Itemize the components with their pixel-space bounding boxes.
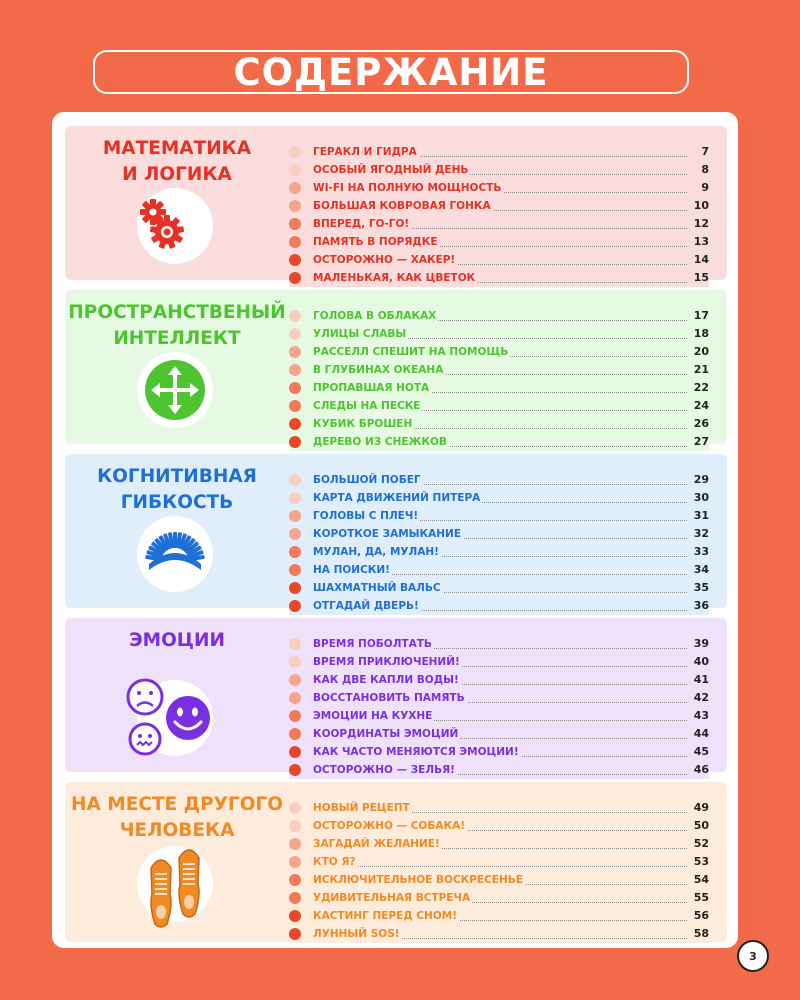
entry-title: КУБИК БРОШЕН [313,418,413,430]
bullet-dot-icon [289,802,301,814]
section-header [65,290,289,444]
toc-entry[interactable] [289,835,709,853]
entry-page-number: 45 [689,744,709,760]
bullet-dot-icon [289,910,301,922]
entry-page-number: 43 [689,708,709,724]
section-title [65,628,289,654]
entry-title: ГЕРАКЛ И ГИДРА [313,146,417,158]
section-title-line: ЭМОЦИИ [129,630,225,651]
toc-section [65,126,727,284]
section-title [65,792,289,844]
page-number: 3 [737,940,769,972]
bullet-dot-icon [289,546,301,558]
section-items [289,471,709,615]
section-title-line: МАТЕМАТИКА [102,138,252,159]
entry-title: ЛУННЫЙ SOS! [313,928,400,940]
entry-page-number: 15 [689,270,709,286]
entry-page-number: 24 [689,398,709,414]
entry-title: КООРДИНАТЫ ЭМОЦИЙ [313,728,459,740]
section-title-line: ПРОСТРАНСТВЕНЫЙ [68,302,286,323]
toc-entry[interactable] [289,743,709,761]
bullet-dot-icon [289,254,301,266]
entry-title: ВОССТАНОВИТЬ ПАМЯТЬ [313,692,465,704]
bullet-dot-icon [289,236,301,248]
entry-page-number: 29 [689,472,709,488]
toc-entry[interactable] [289,543,709,561]
section-title-line: ИНТЕЛЛЕКТ [113,328,241,349]
toc-entry[interactable] [289,925,709,943]
toc-entry[interactable] [289,433,709,451]
bullet-dot-icon [289,436,301,448]
toc-entry[interactable] [289,415,709,433]
bullet-dot-icon [289,710,301,722]
bullet-dot-icon [289,928,301,940]
entry-title: КАРТА ДВИЖЕНИЙ ПИТЕРА [313,492,481,504]
section-title-line: КОГНИТИВНАЯ [97,466,257,487]
toc-entry[interactable] [289,689,709,707]
toc-section [65,618,727,776]
toc-entry[interactable] [289,725,709,743]
toc-entry[interactable] [289,889,709,907]
entry-title: ОСОБЫЙ ЯГОДНЫЙ ДЕНЬ [313,164,469,176]
bullet-dot-icon [289,528,301,540]
entry-page-number: 18 [689,326,709,342]
entry-title: ГОЛОВА В ОБЛАКАХ [313,310,437,322]
entry-page-number: 50 [689,818,709,834]
entry-title: КАСТИНГ ПЕРЕД СНОМ! [313,910,457,922]
toc-entry[interactable] [289,343,709,361]
bullet-dot-icon [289,182,301,194]
entry-page-number: 31 [689,508,709,524]
bullet-dot-icon [289,346,301,358]
toc-entry[interactable] [289,761,709,779]
toc-entry[interactable] [289,671,709,689]
entry-title: НА ПОИСКИ! [313,564,390,576]
spring-icon [137,516,213,592]
toc-entry[interactable] [289,489,709,507]
entry-page-number: 41 [689,672,709,688]
entry-title: КАК ЧАСТО МЕНЯЮТСЯ ЭМОЦИИ! [313,746,519,758]
entry-page-number: 39 [689,636,709,652]
entry-title: ЭМОЦИИ НА КУХНЕ [313,710,433,722]
bullet-dot-icon [289,418,301,430]
toc-entry[interactable] [289,653,709,671]
section-title-line: НА МЕСТЕ ДРУГОГО [71,794,283,815]
toc-entry[interactable] [289,525,709,543]
bullet-dot-icon [289,310,301,322]
bullet-dot-icon [289,382,301,394]
section-header [65,126,289,280]
entry-title: РАССЕЛЛ СПЕШИТ НА ПОМОЩЬ [313,346,509,358]
entry-page-number: 7 [689,144,709,160]
bullet-dot-icon [289,892,301,904]
section-title [65,136,289,188]
entry-page-number: 14 [689,252,709,268]
toc-entry[interactable] [289,871,709,889]
entry-title: ВРЕМЯ ПРИКЛЮЧЕНИЙ! [313,656,460,668]
toc-entry[interactable] [289,269,709,287]
toc-entry[interactable] [289,233,709,251]
entry-title: ПАМЯТЬ В ПОРЯДКЕ [313,236,438,248]
bullet-dot-icon [289,364,301,376]
bullet-dot-icon [289,474,301,486]
section-title-line: И ЛОГИКА [122,164,232,185]
bullet-dot-icon [289,874,301,886]
entry-title: ВПЕРЕД, ГО-ГО! [313,218,410,230]
bullet-dot-icon [289,146,301,158]
entry-title: ВРЕМЯ ПОБОЛТАТЬ [313,638,432,650]
bullet-dot-icon [289,328,301,340]
entry-page-number: 42 [689,690,709,706]
toc-entry[interactable] [289,707,709,725]
entry-page-number: 17 [689,308,709,324]
move-arrows-icon [137,352,213,428]
entry-page-number: 12 [689,216,709,232]
toc-entry[interactable] [289,143,709,161]
bullet-dot-icon [289,692,301,704]
entry-page-number: 32 [689,526,709,542]
entry-title: УДИВИТЕЛЬНАЯ ВСТРЕЧА [313,892,471,904]
entry-page-number: 20 [689,344,709,360]
dot-leader [313,866,687,867]
entry-title: КАК ДВЕ КАПЛИ ВОДЫ! [313,674,459,686]
bullet-dot-icon [289,492,301,504]
entry-title: ОСТОРОЖНО — СОБАКА! [313,820,465,832]
entry-page-number: 52 [689,836,709,852]
section-header [65,618,289,772]
toc-entry[interactable] [289,907,709,925]
toc-entry[interactable] [289,215,709,233]
toc-entry[interactable] [289,379,709,397]
entry-page-number: 55 [689,890,709,906]
entry-title: УЛИЦЫ СЛАВЫ [313,328,407,340]
toc-entry[interactable] [289,635,709,653]
entry-page-number: 49 [689,800,709,816]
bullet-dot-icon [289,600,301,612]
section-title-line: ЧЕЛОВЕКА [119,820,235,841]
footprints-icon [137,846,213,922]
entry-page-number: 58 [689,926,709,942]
gears-icon [137,188,213,264]
entry-page-number: 27 [689,434,709,450]
page-title: СОДЕРЖАНИЕ [233,50,549,94]
bullet-dot-icon [289,218,301,230]
toc-entry[interactable] [289,799,709,817]
toc-entry[interactable] [289,361,709,379]
section-title [65,300,289,352]
entry-title: ЗАГАДАЙ ЖЕЛАНИЕ! [313,838,440,850]
entry-page-number: 36 [689,598,709,614]
section-items [289,799,709,943]
entry-title: КТО Я? [313,856,356,868]
bullet-dot-icon [289,638,301,650]
entry-page-number: 34 [689,562,709,578]
bullet-dot-icon [289,728,301,740]
entry-title: НОВЫЙ РЕЦЕПТ [313,802,410,814]
entry-page-number: 30 [689,490,709,506]
entry-title: БОЛЬШАЯ КОВРОВАЯ ГОНКА [313,200,491,212]
entry-title: В ГЛУБИНАХ ОКЕАНА [313,364,444,376]
section-items [289,307,709,451]
toc-entry[interactable] [289,597,709,615]
entry-page-number: 13 [689,234,709,250]
entry-page-number: 22 [689,380,709,396]
bullet-dot-icon [289,164,301,176]
entry-title: ОСТОРОЖНО — ЗЕЛЬЯ! [313,764,455,776]
entry-page-number: 26 [689,416,709,432]
bullet-dot-icon [289,272,301,284]
entry-page-number: 35 [689,580,709,596]
section-title-line: ГИБКОСТЬ [120,492,234,513]
toc-entry[interactable] [289,397,709,415]
entry-title: ОТГАДАЙ ДВЕРЬ! [313,600,419,612]
toc-entry[interactable] [289,197,709,215]
entry-title: WI-FI НА ПОЛНУЮ МОЩНОСТЬ [313,182,502,194]
bullet-dot-icon [289,764,301,776]
entry-page-number: 53 [689,854,709,870]
toc-entry[interactable] [289,817,709,835]
bullet-dot-icon [289,200,301,212]
entry-page-number: 56 [689,908,709,924]
entry-title: КОРОТКОЕ ЗАМЫКАНИЕ [313,528,461,540]
title-frame [93,50,689,94]
toc-entry[interactable] [289,561,709,579]
entry-title: СЛЕДЫ НА ПЕСКЕ [313,400,421,412]
entry-title: МУЛАН, ДА, МУЛАН! [313,546,439,558]
toc-entry[interactable] [289,471,709,489]
entry-page-number: 40 [689,654,709,670]
section-header [65,454,289,608]
entry-title: ГОЛОВЫ С ПЛЕЧ! [313,510,419,522]
bullet-dot-icon [289,856,301,868]
toc-section [65,782,727,942]
toc-entry[interactable] [289,179,709,197]
section-items [289,635,709,779]
bullet-dot-icon [289,746,301,758]
toc-section [65,454,727,612]
section-items [289,143,709,287]
entry-page-number: 10 [689,198,709,214]
toc-entry[interactable] [289,325,709,343]
toc-entry[interactable] [289,853,709,871]
section-header [65,782,289,942]
toc-entry[interactable] [289,579,709,597]
bullet-dot-icon [289,564,301,576]
entry-page-number: 8 [689,162,709,178]
bullet-dot-icon [289,400,301,412]
bullet-dot-icon [289,510,301,522]
bullet-dot-icon [289,656,301,668]
entry-title: ШАХМАТНЫЙ ВАЛЬС [313,582,441,594]
entry-page-number: 21 [689,362,709,378]
toc-entry[interactable] [289,307,709,325]
entry-page-number: 9 [689,180,709,196]
entry-page-number: 54 [689,872,709,888]
toc-entry[interactable] [289,161,709,179]
toc-section [65,290,727,448]
entry-title: ПРОПАВШАЯ НОТА [313,382,430,394]
entry-page-number: 33 [689,544,709,560]
toc-entry[interactable] [289,251,709,269]
section-title [65,464,289,516]
emotion-faces-icon [137,680,213,756]
entry-title: ИСКЛЮЧИТЕЛЬНОЕ ВОСКРЕСЕНЬЕ [313,874,523,886]
bullet-dot-icon [289,838,301,850]
bullet-dot-icon [289,582,301,594]
entry-title: МАЛЕНЬКАЯ, КАК ЦВЕТОК [313,272,476,284]
toc-entry[interactable] [289,507,709,525]
entry-title: ОСТОРОЖНО — ХАКЕР! [313,254,456,266]
entry-page-number: 46 [689,762,709,778]
bullet-dot-icon [289,674,301,686]
entry-title: ДЕРЕВО ИЗ СНЕЖКОВ [313,436,447,448]
bullet-dot-icon [289,820,301,832]
entry-title: БОЛЬШОЙ ПОБЕГ [313,474,421,486]
entry-page-number: 44 [689,726,709,742]
